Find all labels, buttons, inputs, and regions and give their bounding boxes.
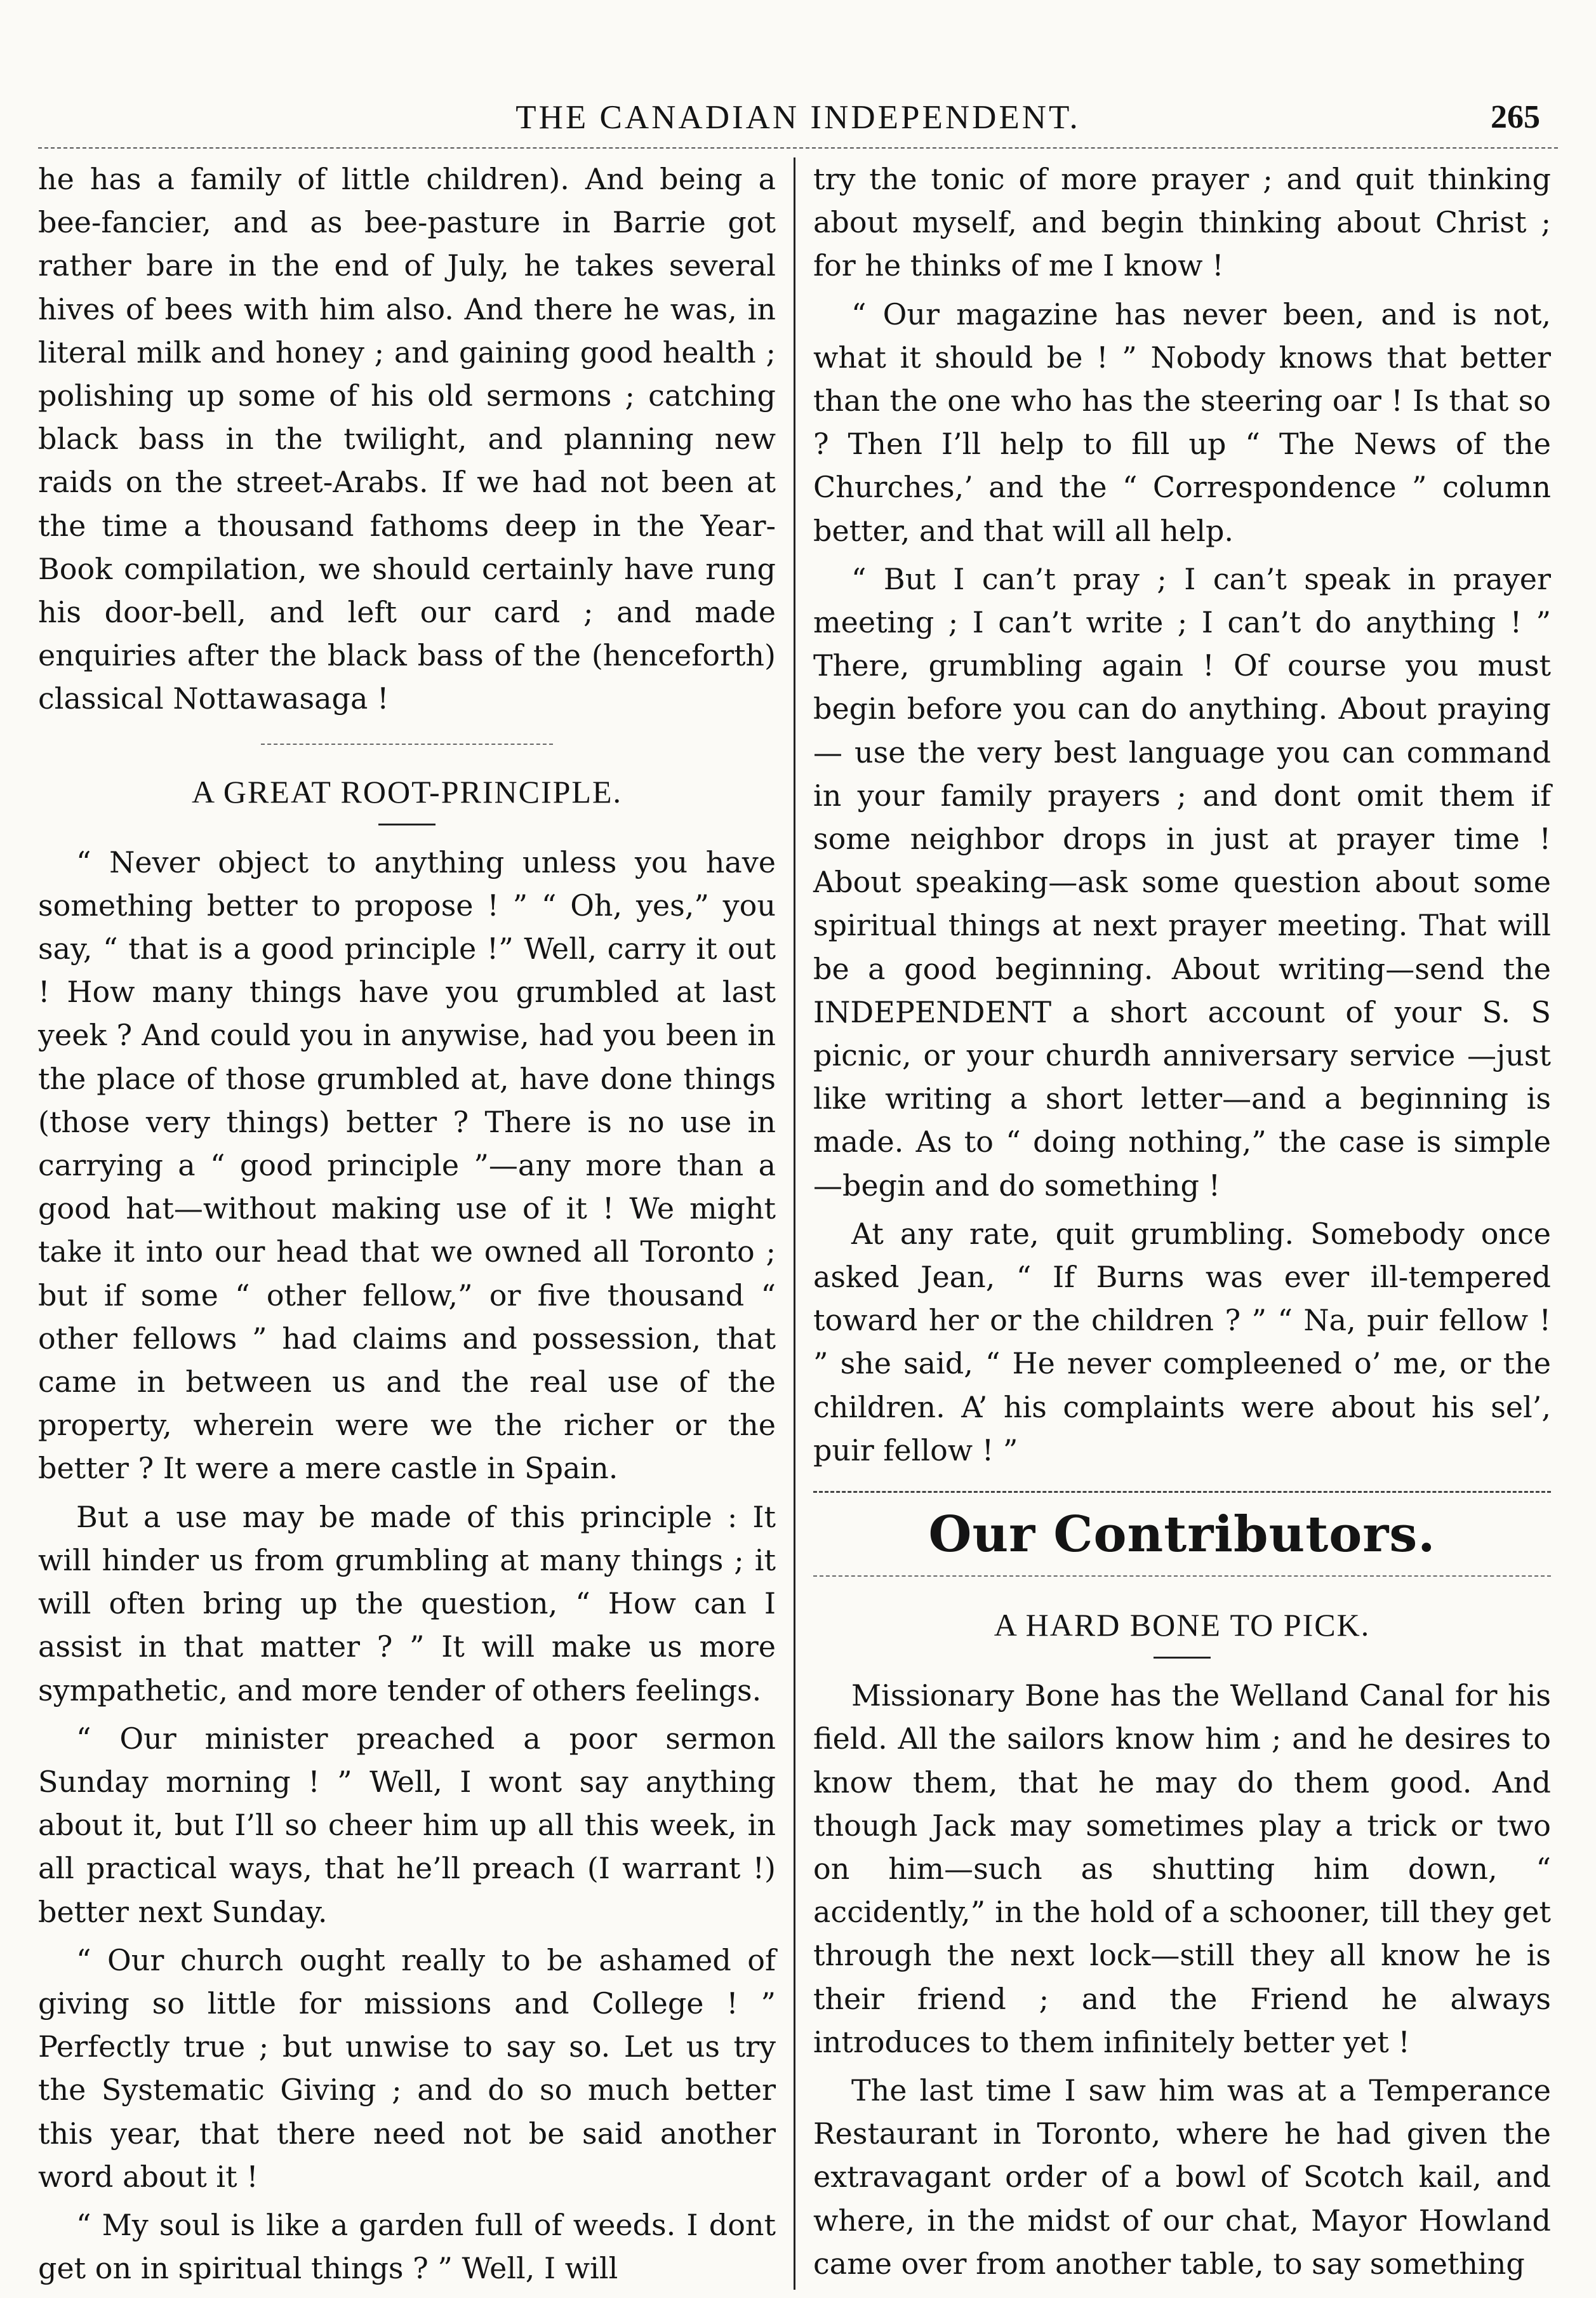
article-paragraph: “ Our minister preached a poor sermon Sunday morning ! ” Well, I wont say anything about it, but I’ll so cheer him up all this week, in all practical ways, that he’ll preach (I warrant !) better next Sunday. <box>38 1721 776 1929</box>
article-paragraph: But a use may be made of this principle : It will hinder us from grumbling at many things ; it will often bring up the question, “ How can I assist in that matter ? ” It will make us more sympathetic, and more tender of others feelings. <box>38 1499 776 1707</box>
heading-separator <box>813 1575 1551 1577</box>
title-rule <box>1154 1657 1211 1659</box>
page-number: 265 <box>1491 99 1540 135</box>
article-paragraph: “ Our church ought really to be ashamed of giving so little for missions and College ! ” Perfectly true ; but unwise to say so. Let us try the Systematic Giving ; and do so much better this year, that there need not be said another word about it ! <box>38 1942 776 2194</box>
header-rule <box>38 147 1558 149</box>
section-title-hard-bone: A HARD BONE TO PICK. <box>994 1607 1371 1643</box>
text-columns <box>38 157 1558 2290</box>
article-paragraph: The last time I saw him was at a Temperance Restaurant in Toronto, where he had given the extravagant order of a bowl of Scotch kail, and where, in the midst of our chat, Mayor Howland came over from another table, to say something <box>813 2073 1551 2281</box>
running-title: THE CANADIAN INDEPENDENT. <box>515 99 1081 136</box>
continued-paragraph: he has a family of little children). And being a bee-fancier, and as bee-pasture in Barrie got rather bare in the end of July, he takes several hives of bees with him also. And there he was, in literal milk and honey ; and gaining good health ; polishing up some of his old sermons ; catching black bass in the twilight, and planning new raids on the street-Arabs. If we had not been at the time a thousand fathoms deep in the Year-Book compilation, we should certainly have rung his door-bell, and left our card ; and made enquiries after the black bass of the (henceforth) classical Nottawasaga ! <box>38 162 776 716</box>
article-paragraph: “ But I can’t pray ; I can’t speak in prayer meeting ; I can’t write ; I can’t do anything ! ” There, grumbling again ! Of course you must begin before you can do anything. About praying— use the very best language you can command in your family prayers ; and dont omit them if some neighbor drops in just at prayer time ! About speaking—ask some question about some spiritual things at next prayer meeting. That will be a good beginning. About writing—send the INDEPENDENT a short account of your S. S picnic, or your churdh anniversary service —just like writing a short letter—and a beginning is made. As to “ doing nothing,” the case is simple —begin and do something ! <box>813 561 1551 1203</box>
our-contributors-heading: Our Contributors. <box>928 1506 1436 1564</box>
running-head <box>38 95 1558 140</box>
left-column <box>38 157 794 2290</box>
article-paragraph: At any rate, quit grumbling. Somebody once asked Jean, “ If Burns was ever ill-tempered toward her or the children ? ” “ Na, puir fellow ! ” she said, “ He never compleened o’ me, or the children. A’ his complaints were about his sel’, puir fellow ! ” <box>813 1216 1551 1467</box>
article-paragraph: “ Never object to anything unless you have something better to propose ! ” “ Oh, yes,” you say, “ that is a good principle !” Well, carry it out ! How many things have you grumbled at last yeek ? And could you in anywise, had you been in the place of those grumbled at, have done things (those very things) better ? There is no use in carrying a “ good principle ”—any more than a good hat—without making use of it ! We might take it into our head that we owned all Toronto ; but if some “ other fellow,” or five thousand “ other fellows ” had claims and possession, that came in between us and the real use of the property, wherein were we the richer or the better ? It were a mere castle in Spain. <box>38 845 776 1486</box>
section-separator <box>813 1491 1551 1493</box>
continued-paragraph: try the tonic of more prayer ; and quit thinking about myself, and begin thinking about Christ ; for he thinks of me I know ! <box>813 162 1551 283</box>
title-rule <box>378 824 436 825</box>
section-separator <box>261 744 553 745</box>
section-title-root-principle: A GREAT ROOT-PRINCIPLE. <box>191 773 623 810</box>
article-paragraph: “ Our magazine has never been, and is not, what it should be ! ” Nobody knows that better than the one who has the steering oar ! Is that so ? Then I’ll help to fill up “ The News of the Churches,’ and the “ Correspondence ” column better, and that will all help. <box>813 297 1551 548</box>
article-paragraph: “ My soul is like a garden full of weeds. I dont get on in spiritual things ? ” Well, I will <box>38 2207 776 2286</box>
article-paragraph: Missionary Bone has the Welland Canal for his field. All the sailors know him ; and he desires to know them, that he may do them good. And though Jack may sometimes play a trick or two on him—such as shutting him down, “ accidently,” in the hold of a schooner, till they get through the next lock—still they all know he is their friend ; and the Friend he always introduces to them infinitely better yet ! <box>813 1678 1551 2059</box>
right-column <box>795 157 1551 2290</box>
